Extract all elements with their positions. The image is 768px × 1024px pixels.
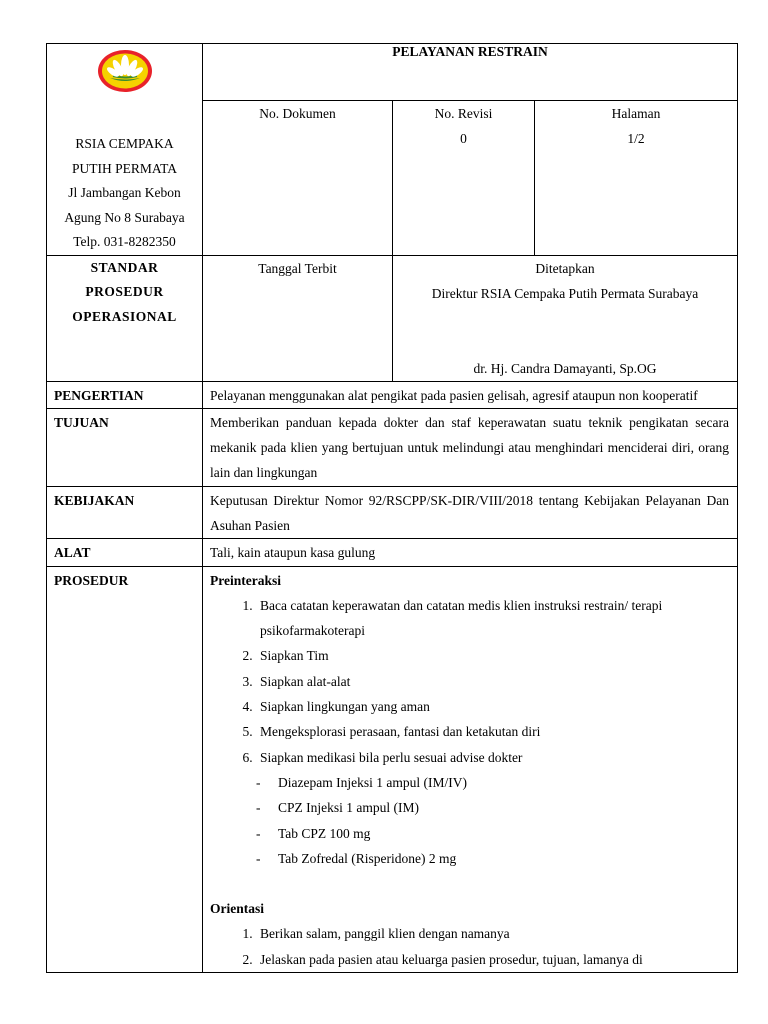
ditetapkan-label: Ditetapkan: [535, 260, 595, 276]
preinteraksi-list: [210, 593, 729, 770]
sop-document: [46, 43, 737, 973]
orientasi-heading: Orientasi: [210, 901, 264, 917]
tanggal-terbit-cell: [203, 255, 393, 381]
cempaka-flower-logo-icon: [47, 48, 202, 98]
tanggal-terbit-label: Tanggal Terbit: [258, 260, 337, 276]
hospital-phone: Telp. 031-8282350: [73, 234, 176, 249]
ditetapkan-cell: [393, 255, 738, 381]
list-item: 1. Baca catatan keperawatan dan catatan medis klien instruksi restrain/ terapi psikofarmakoterapi: [256, 593, 729, 644]
halaman-label: Halaman: [611, 106, 661, 122]
sop-label-line: STANDAR: [90, 259, 159, 275]
hospital-name-line: PUTIH PERMATA: [71, 160, 178, 176]
pengertian-label: PENGERTIAN: [47, 381, 203, 408]
ditetapkan-by: Direktur RSIA Cempaka Putih Permata Surabaya: [431, 285, 699, 301]
alat-text: Tali, kain ataupun kasa gulung: [203, 539, 738, 566]
list-item: 2. Siapkan Tim: [256, 643, 729, 668]
tujuan-label: TUJUAN: [47, 408, 203, 486]
preinteraksi-heading: Preinteraksi: [210, 572, 281, 588]
sop-table: [46, 43, 738, 973]
pengertian-text: Pelayanan menggunakan alat pengikat pada pasien gelisah, agresif ataupun non kooperatif: [203, 381, 738, 408]
halaman-value: 1/2: [627, 131, 645, 147]
list-item: - Tab CPZ 100 mg: [256, 821, 729, 846]
alat-label: ALAT: [47, 539, 203, 566]
sop-label-line: OPERASIONAL: [72, 308, 177, 324]
no-revisi-label: No. Revisi: [434, 106, 493, 122]
list-item: 3. Siapkan alat-alat: [256, 669, 729, 694]
prosedur-content: [203, 566, 738, 972]
hospital-identity-cell: [47, 44, 203, 256]
list-item: 5. Mengeksplorasi perasaan, fantasi dan ketakutan diri: [256, 719, 729, 744]
list-item: - CPZ Injeksi 1 ampul (IM): [256, 795, 729, 820]
no-revisi-cell: [393, 101, 535, 255]
kebijakan-text: Keputusan Direktur Nomor 92/RSCPP/SK-DIR/VIII/2018 tentang Kebijakan Pelayanan Dan Asuhan Pasien: [203, 486, 738, 539]
no-dokumen-cell: [203, 101, 393, 255]
list-item: 4. Siapkan lingkungan yang aman: [256, 694, 729, 719]
list-item: 2. Jelaskan pada pasien atau keluarga pasien prosedur, tujuan, lamanya di: [256, 947, 729, 972]
signer-name: dr. Hj. Candra Damayanti, Sp.OG: [473, 360, 657, 376]
tujuan-text: Memberikan panduan kepada dokter dan staf keperawatan suatu teknik pengikatan secara mekanik pada klien yang bertujuan untuk melindungi atau menghindari mencideraі diri, orang lain dan lingkungan: [203, 408, 738, 486]
hospital-address-line: Agung No 8 Surabaya: [64, 209, 185, 225]
halaman-cell: [535, 101, 738, 255]
no-dokumen-label: No. Dokumen: [259, 106, 336, 122]
orientasi-list: [210, 921, 729, 972]
list-item: 6. Siapkan medikasi bila perlu sesuai advise dokter: [256, 745, 729, 770]
list-item: - Tab Zofredal (Risperidone) 2 mg: [256, 846, 729, 871]
sop-label-line: PROSEDUR: [85, 284, 164, 299]
hospital-name-line: RSIA CEMPAKA: [75, 136, 174, 151]
kebijakan-label: KEBIJAKAN: [47, 486, 203, 539]
no-revisi-value: 0: [460, 131, 467, 147]
medikasi-list: [210, 770, 729, 871]
hospital-address-line: Jl Jambangan Kebon: [68, 185, 181, 200]
document-title: PELAYANAN RESTRAIN: [203, 44, 738, 101]
prosedur-label: PROSEDUR: [47, 566, 203, 972]
list-item: - Diazepam Injeksi 1 ampul (IM/IV): [256, 770, 729, 795]
sop-label-cell: [47, 255, 203, 381]
list-item: 1. Berikan salam, panggil klien dengan namanya: [256, 921, 729, 946]
